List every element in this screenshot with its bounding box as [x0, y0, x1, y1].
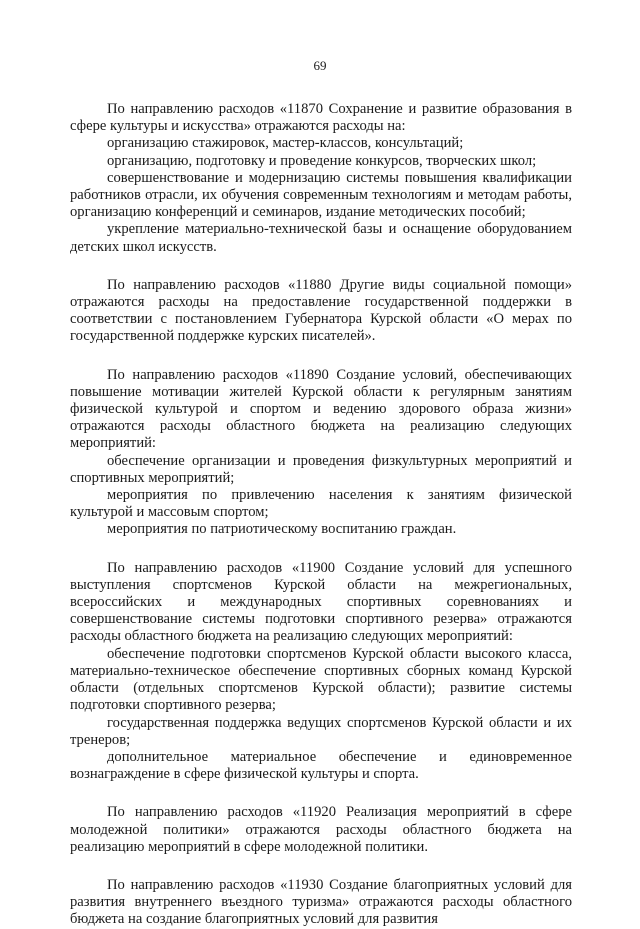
- list-item: государственная поддержка ведущих спортсменов Курской области и их тренеров;: [70, 714, 572, 748]
- document-body: [70, 101, 572, 929]
- list-item: укрепление материально-технической базы и оснащение оборудованием детских школ искусств.: [70, 221, 572, 255]
- paragraph-intro: По направлению расходов «11890 Создание условий, обеспечивающих повышение мотивации жителей Курской области к регулярным занятиям физической культурой и спортом и ведению здорового образа жизни» отражаются расходы областного бюджета на реализацию следующих мероприятий:: [70, 366, 572, 452]
- list-item: дополнительное материальное обеспечение и единовременное вознаграждение в сфере физической культуры и спорта.: [70, 748, 572, 783]
- paragraph-11890: [70, 367, 572, 539]
- paragraph-intro: По направлению расходов «11870 Сохранение и развитие образования в сфере культуры и искусства» отражаются расходы на:: [70, 101, 572, 135]
- page-number: 69: [313, 58, 327, 73]
- list-item: обеспечение организации и проведения физкультурных мероприятий и спортивных мероприятий;: [70, 452, 572, 486]
- paragraph-intro: По направлению расходов «11900 Создание условий для успешного выступления спортсменов Курской области на межрегиональных, всероссийских и международных спортивных соревнованиях и совершенствование системы подготовки спортивного резерва» отражаются расходы областного бюджета на реализацию следующих мероприятий:: [70, 559, 572, 645]
- paragraph-11900: [70, 560, 572, 784]
- paragraph-11870: [70, 101, 572, 256]
- paragraph-intro: По направлению расходов «11930 Создание благоприятных условий для развития внутреннего въездного туризма» отражаются расходы областного бюджета на создание благоприятных условий для развития: [70, 876, 572, 928]
- paragraph-intro: По направлению расходов «11920 Реализация мероприятий в сфере молодежной политики» отражаются расходы областного бюджета на реализацию мероприятий в сфере молодежной политики.: [70, 804, 572, 855]
- paragraph-11920: [70, 804, 572, 856]
- list-item: совершенствование и модернизацию системы повышения квалификации работников отрасли, их обучения современным технологиям и методам работы, организацию конференций и семинаров, издание методических пособий;: [70, 169, 572, 221]
- list-item: организацию стажировок, мастер-классов, консультаций;: [107, 135, 464, 152]
- list-item: организацию, подготовку и проведение конкурсов, творческих школ;: [107, 152, 537, 169]
- list-item: мероприятия по патриотическому воспитанию граждан.: [107, 521, 457, 538]
- list-item: мероприятия по привлечению населения к занятиям физической культурой и массовым спортом;: [70, 487, 572, 521]
- paragraph-11880: [70, 277, 572, 346]
- list-item: обеспечение подготовки спортсменов Курской области высокого класса, материально-техническое обеспечение спортивных сборных команд Курской области (отдельных спортсменов Курской области); развитие системы подготовки спортивного резерва;: [70, 645, 572, 714]
- paragraph-11930: [70, 877, 572, 929]
- paragraph-intro: По направлению расходов «11880 Другие виды социальной помощи» отражаются расходы на предоставление государственной поддержки в соответствии с постановлением Губернатора Курской области «О мерах по государственной поддержке курских писателей».: [70, 276, 572, 345]
